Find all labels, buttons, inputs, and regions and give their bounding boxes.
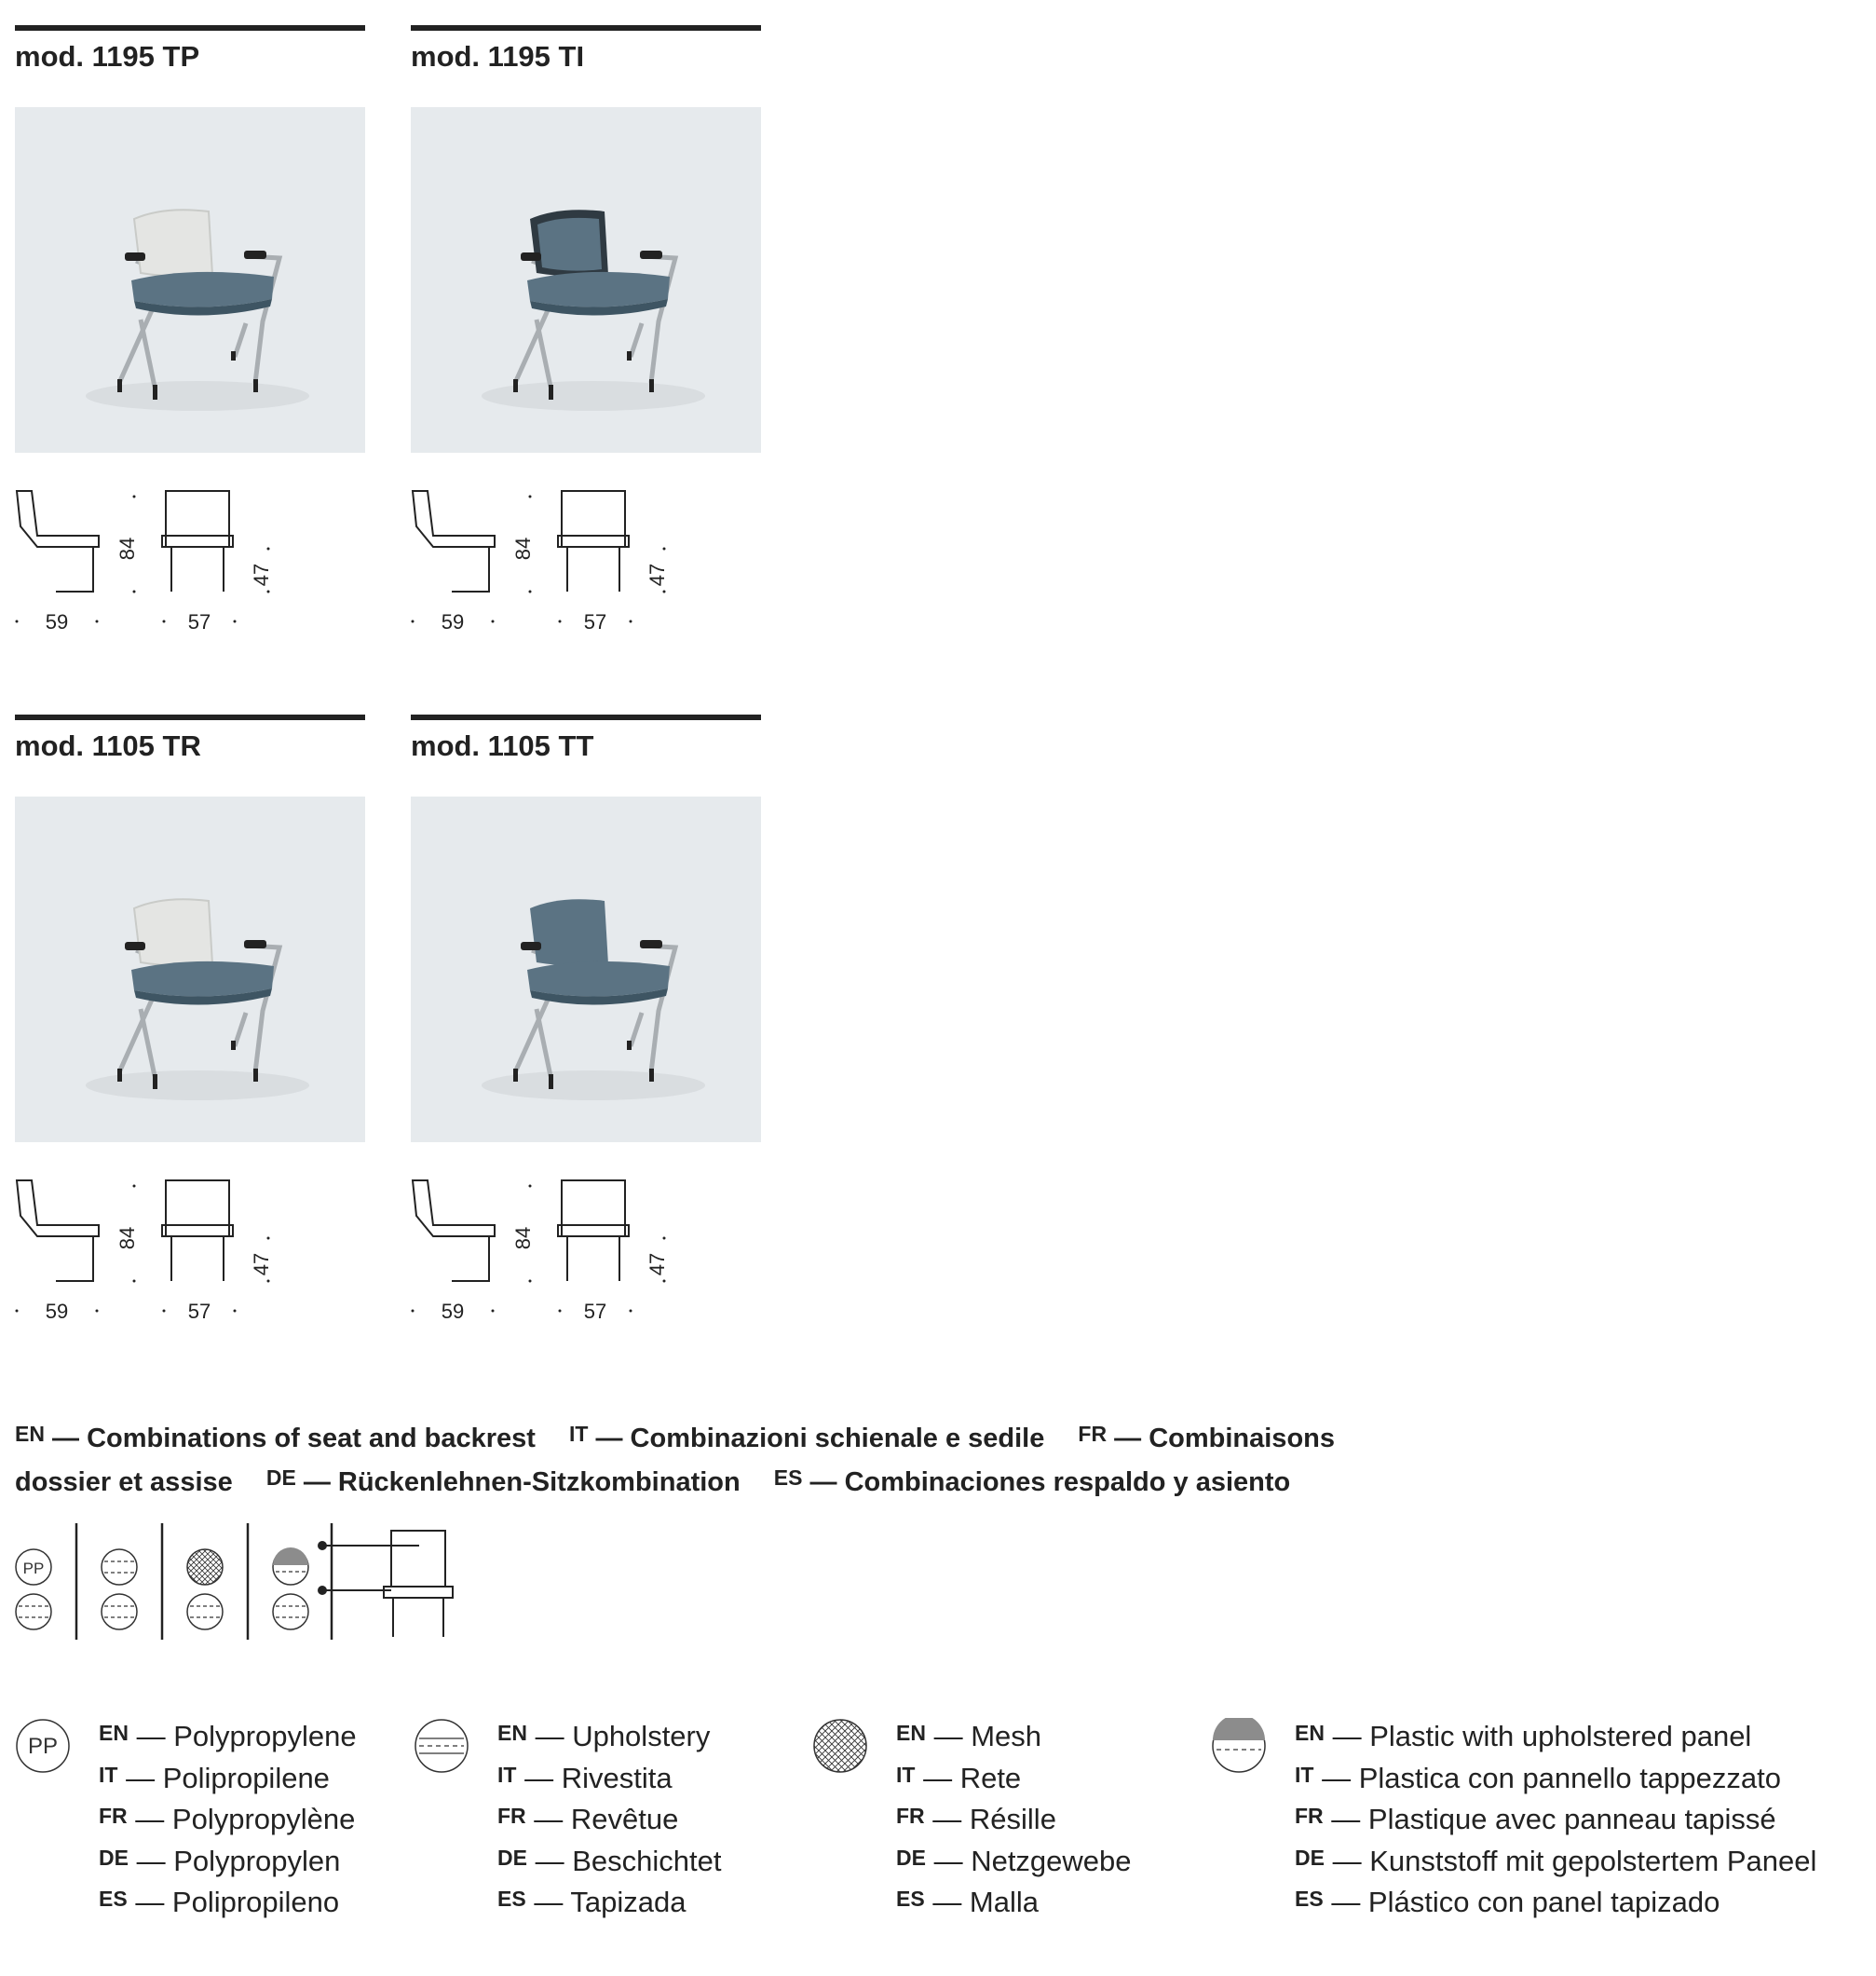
combo-pp-upholstery [16,1549,51,1629]
legend-text: — Upholstery [535,1720,711,1752]
lang-code: EN [99,1721,129,1745]
lang-code: EN [896,1721,926,1745]
lang-code: DE [497,1845,527,1870]
model-title: mod. 1105 TR [15,729,201,762]
legend-line [99,1797,357,1839]
combo-upholstery-upholstery [102,1549,137,1629]
lang-code: EN [15,1422,45,1446]
combinations-heading: $^{EN}$ — Combinations of seat and backrest $^{IT}$ — Combinazioni schienale e sedile $^{FR}$ — Combinaisons dossier et assise $^{DE}$ — Rückenlehnen-Sitzkombination $^{ES}$ — Combinaciones respaldo y asiento [15,1422,1335,1497]
lang-code: FR [497,1804,526,1828]
lang-code: EN [497,1721,527,1745]
legend-line [497,1797,721,1839]
model-title: mod. 1195 TI [411,40,585,73]
pp-icon-text: PP [22,1560,45,1577]
lang-code: IT [896,1762,916,1787]
combination-diagram [9,1523,456,1644]
chair-illustration [15,797,365,1142]
lang-code: IT [99,1762,118,1787]
combo-panel-upholstery [273,1547,308,1629]
combo-mesh-upholstery [187,1549,223,1629]
legend-line [1295,1714,1816,1756]
title-rule [411,715,761,720]
dimension-drawings [15,482,365,649]
legend-line [896,1756,1132,1798]
product-photo [15,797,365,1142]
width-dimension: 57 [583,1300,607,1323]
lang-code: FR [99,1804,128,1828]
legend-text: — Polypropylen [136,1844,341,1877]
model-title: mod. 1195 TP [15,40,200,73]
seat-height-dimension: 47 [646,1252,669,1276]
legend-line [1295,1756,1816,1798]
title-rule [15,25,365,31]
legend-text: — Tapizada [534,1886,687,1918]
lang-code: ES [773,1465,803,1490]
height-dimension: 84 [511,1226,535,1250]
legend-line [896,1797,1132,1839]
legend-line [1295,1880,1816,1922]
legend-line [1295,1839,1816,1881]
polypropylene-icon [15,1718,71,1774]
lang-code: EN [1295,1721,1325,1745]
dimension-drawings [411,482,761,649]
plastic-upholstered-panel-icon [1211,1718,1267,1774]
dimension-drawings [411,1171,761,1339]
legend-line [99,1839,357,1881]
title-rule [411,25,761,31]
title-rule [15,715,365,720]
legend-line [896,1714,1132,1756]
depth-dimension: 59 [45,1300,69,1323]
chair-illustration [15,107,365,453]
height-dimension: 84 [116,537,139,561]
legend-line [896,1839,1132,1881]
model-title: mod. 1105 TT [411,729,594,762]
legend-text: — Plastique avec panneau tapissé [1331,1803,1776,1835]
chair-illustration [411,107,761,453]
product-photo [411,107,761,453]
chair-front-sketch [319,1531,453,1637]
legend-text: — Résille [932,1803,1056,1835]
legend-line [497,1756,721,1798]
product-photo [15,107,365,453]
lang-code: FR [896,1804,925,1828]
legend-text: — Rivestita [524,1761,673,1794]
lang-code: IT [1295,1762,1314,1787]
width-dimension: 57 [187,610,211,634]
lang-code: FR [1295,1804,1324,1828]
lang-code: ES [99,1887,128,1911]
height-dimension: 84 [116,1226,139,1250]
legend-text: — Revêtue [534,1803,679,1835]
side-view-sketch [413,1180,495,1281]
product-photo [411,797,761,1142]
width-dimension: 57 [187,1300,211,1323]
legend-text: — Plastica con pannello tappezzato [1322,1761,1781,1794]
seat-height-dimension: 47 [646,563,669,587]
lang-code: IT [568,1422,589,1446]
lang-code: DE [1295,1845,1325,1870]
legend-line [99,1714,357,1756]
pp-icon-text: PP [27,1734,59,1759]
legend-text: — Kunststoff mit gepolstertem Paneel [1332,1844,1817,1877]
lang-code: DE [896,1845,926,1870]
legend-line [896,1880,1132,1922]
chair-illustration [411,797,761,1142]
lang-code: FR [1078,1422,1108,1446]
seat-height-dimension: 47 [250,563,273,587]
width-dimension: 57 [583,610,607,634]
legend-text: — Polipropileno [135,1886,340,1918]
depth-dimension: 59 [45,610,69,634]
legend-text: — Plastic with upholstered panel [1332,1720,1752,1752]
legend-text: — Beschichtet [535,1844,722,1877]
seat-height-dimension: 47 [250,1252,273,1276]
depth-dimension: 59 [441,610,465,634]
lang-code: ES [896,1887,925,1911]
legend-text: — Polypropylène [135,1803,356,1835]
lang-code: ES [497,1887,526,1911]
legend-text: — Plástico con panel tapizado [1331,1886,1720,1918]
legend-text: — Polipropilene [126,1761,330,1794]
legend-line [497,1839,721,1881]
side-view-sketch [17,491,99,592]
mesh-icon [812,1718,868,1774]
side-view-sketch [17,1180,99,1281]
legend-line [497,1880,721,1922]
legend-text: — Mesh [933,1720,1041,1752]
lang-code: DE [265,1465,296,1490]
legend-line [497,1714,721,1756]
legend-text: — Polypropylene [136,1720,357,1752]
dimension-drawings [15,1171,365,1339]
legend-line [99,1756,357,1798]
legend-text: — Malla [932,1886,1040,1918]
front-view-sketch [162,1180,233,1281]
lang-code: DE [99,1845,129,1870]
front-view-sketch [162,491,233,592]
lang-code: ES [1295,1887,1324,1911]
legend-text: — Netzgewebe [933,1844,1132,1877]
front-view-sketch [558,1180,629,1281]
legend-text: — Rete [923,1761,1022,1794]
depth-dimension: 59 [441,1300,465,1323]
legend-line [1295,1797,1816,1839]
height-dimension: 84 [511,537,535,561]
side-view-sketch [413,491,495,592]
upholstery-icon [414,1718,469,1774]
legend-line [99,1880,357,1922]
front-view-sketch [558,491,629,592]
lang-code: IT [497,1762,517,1787]
